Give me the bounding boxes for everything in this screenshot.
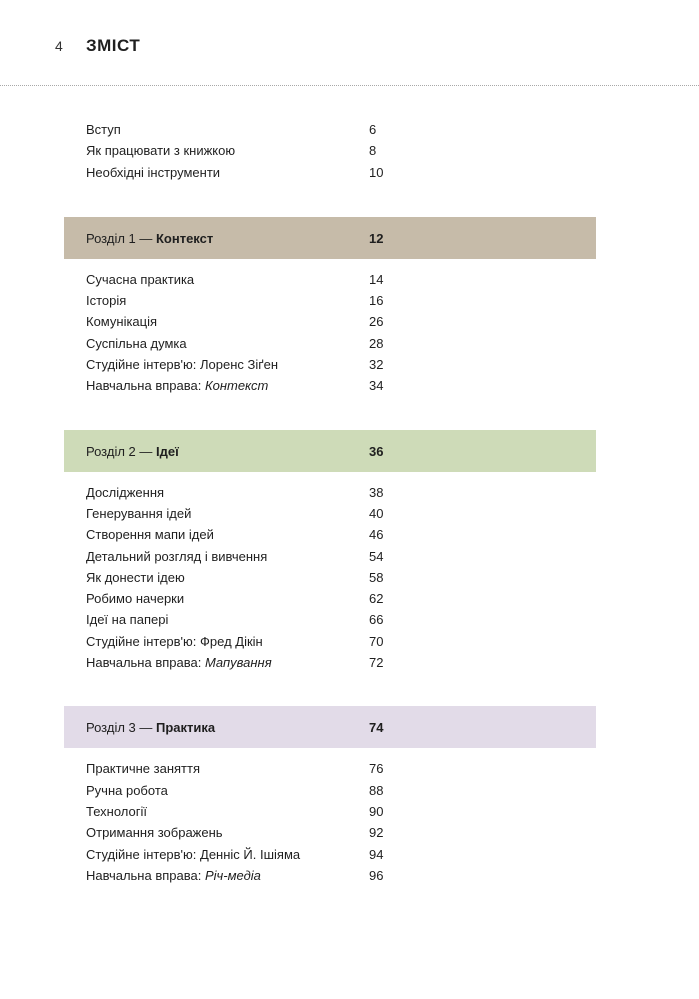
toc-entry-label: [86, 122, 121, 137]
toc-entry: [0, 120, 699, 141]
toc-entry: [0, 568, 699, 589]
toc-entry-label: [86, 783, 168, 798]
section-label: [86, 444, 179, 459]
toc-entry-text: Як працювати з книжкою: [86, 143, 236, 159]
toc-entry-page: 14: [369, 271, 384, 287]
toc-entry-label: [86, 378, 268, 393]
toc-entry: [0, 312, 699, 333]
toc-entry-label: [86, 761, 200, 776]
toc-entry-label: [86, 143, 235, 158]
dotted-divider: [0, 85, 699, 86]
section-label: [86, 231, 213, 246]
toc-entry-text: Історія: [86, 293, 127, 309]
toc-entry-page: 34: [369, 378, 384, 394]
section-header-2: [64, 430, 596, 472]
toc-entry: [0, 355, 699, 376]
toc-entry-page: 66: [369, 612, 384, 628]
toc-entry: [0, 781, 699, 802]
toc-entry-page: 6: [369, 122, 377, 137]
toc-entry-italic-text: Річ-медіа: [204, 867, 261, 883]
toc-entry-page: 40: [369, 505, 384, 521]
toc-entry: [0, 547, 699, 568]
toc-entry-text: Навчальна вправа:: [86, 378, 205, 394]
toc-entry-label: [86, 549, 267, 564]
toc-entry-label: [86, 634, 263, 649]
toc-entry-label: [86, 357, 278, 372]
toc-entry-page: 70: [369, 633, 384, 649]
toc-entry-text: Робимо начерки: [86, 591, 185, 607]
toc-entry-text: Комунікація: [86, 314, 158, 330]
toc-entry-page: 92: [369, 825, 384, 841]
section-page: 74: [369, 720, 384, 736]
toc-entry-label: [86, 272, 194, 287]
toc-entry-page: 62: [369, 591, 384, 607]
page-title: ЗМІСТ: [86, 36, 141, 55]
toc-entry-text: Навчальна вправа:: [86, 867, 205, 883]
toc-entry: [0, 163, 699, 184]
toc-entry-text: Сучасна практика: [86, 271, 195, 287]
toc-entry-page: 58: [369, 569, 384, 585]
toc-entry: [0, 802, 699, 823]
toc-entry-text: Як донести ідею: [86, 569, 185, 585]
toc-entry-page: 76: [369, 761, 384, 777]
section-number: Розділ 2 —: [86, 443, 156, 459]
toc-entry-page: 46: [369, 527, 384, 543]
page-header: [0, 0, 699, 90]
toc-entry-page: 38: [369, 484, 384, 500]
toc-entry-page: 90: [369, 803, 384, 819]
toc-entry: [0, 632, 699, 653]
toc-entry-label: [86, 612, 168, 627]
toc-entry: [0, 141, 699, 162]
toc-entry-text: Технології: [86, 803, 147, 819]
toc-entry-text: Студійне інтерв'ю: Денніс Й. Ішіяма: [86, 846, 301, 862]
toc-entry-italic-text: Контекст: [204, 378, 269, 394]
toc-entry-text: Студійне інтерв'ю: Фред Дікін: [86, 633, 263, 649]
toc-entry-page: 8: [369, 143, 377, 159]
section-page: 36: [369, 443, 384, 459]
toc-entry: [0, 525, 699, 546]
toc-entry-text: Детальний розгляд і вивчення: [86, 548, 268, 564]
toc-entry-label: [86, 293, 126, 308]
section-number: Розділ 1 —: [86, 230, 156, 246]
toc-entry-label: [86, 570, 185, 585]
toc-entry-label: [86, 506, 191, 521]
toc-entry-text: Необхідні інструменти: [86, 164, 221, 180]
toc-entry: [0, 759, 699, 780]
section-number: Розділ 3 —: [86, 720, 156, 736]
toc-entry: [0, 589, 699, 610]
toc-entry-label: [86, 314, 157, 329]
section-title: Ідеї: [155, 443, 179, 459]
toc-entry-page: 88: [369, 782, 384, 798]
toc-entry-text: Отримання зображень: [86, 825, 223, 841]
toc-entry: [0, 866, 699, 887]
toc-entry-label: [86, 165, 220, 180]
toc-entry: [0, 610, 699, 631]
toc-entry: [0, 334, 699, 355]
page-number: 4: [55, 38, 63, 54]
section-page: 12: [369, 230, 384, 246]
toc-entry-text: Дослідження: [86, 484, 165, 500]
table-of-contents: [0, 120, 699, 919]
toc-entry: [0, 823, 699, 844]
toc-entry-italic-text: Мапування: [204, 655, 272, 671]
toc-entry-page: 10: [369, 164, 384, 180]
toc-entry-label: [86, 336, 187, 351]
section-entries-1: [0, 270, 699, 398]
toc-entry-label: [86, 591, 184, 606]
section-header-3: [64, 706, 596, 748]
toc-entry-page: 54: [369, 548, 384, 564]
toc-entry: [0, 845, 699, 866]
toc-entry-page: 96: [369, 867, 384, 883]
toc-entry: [0, 504, 699, 525]
toc-entry: [0, 653, 699, 674]
section-title: Практика: [155, 720, 216, 736]
toc-entry-label: [86, 485, 164, 500]
toc-entry-page: 26: [369, 314, 384, 330]
toc-entry-text: Ручна робота: [86, 782, 168, 798]
section-header-1: [64, 217, 596, 259]
toc-entry: [0, 483, 699, 504]
toc-entry-label: [86, 527, 214, 542]
section-label: [86, 720, 215, 735]
toc-entry-page: 72: [369, 655, 384, 671]
toc-entry: [0, 291, 699, 312]
toc-entry-text: Студійне інтерв'ю: Лоренс Зіґен: [86, 357, 279, 373]
toc-entry-label: [86, 804, 147, 819]
toc-entry: [0, 376, 699, 397]
toc-entry-page: 28: [369, 335, 384, 351]
intro-list: [0, 120, 699, 184]
toc-entry-text: Суспільна думка: [86, 335, 187, 351]
toc-entry-label: [86, 847, 300, 862]
toc-entry: [0, 270, 699, 291]
toc-entry-text: Практичне заняття: [86, 761, 201, 777]
toc-entry-page: 32: [369, 357, 384, 373]
toc-entry-text: Навчальна вправа:: [86, 655, 205, 671]
toc-entry-page: 94: [369, 846, 384, 862]
section-title: Контекст: [155, 230, 214, 246]
toc-entry-text: Генерування ідей: [86, 505, 192, 521]
section-entries-3: [0, 759, 699, 887]
toc-entry-page: 16: [369, 293, 384, 309]
toc-entry-text: Ідеї на папері: [86, 612, 169, 628]
toc-entry-text: Вступ: [86, 122, 121, 137]
toc-entry-text: Створення мапи ідей: [86, 527, 214, 543]
toc-entry-label: [86, 868, 261, 883]
toc-entry-label: [86, 825, 223, 840]
section-entries-2: [0, 483, 699, 675]
toc-entry-label: [86, 655, 272, 670]
